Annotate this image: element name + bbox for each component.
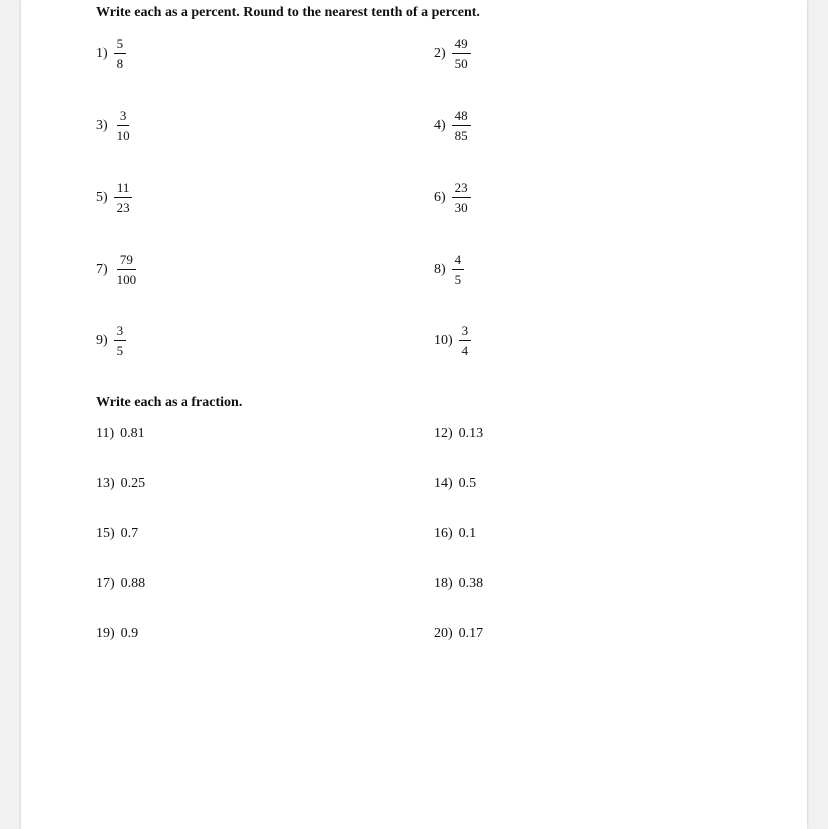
decimal-value: 0.17 — [458, 626, 484, 641]
denominator: 4 — [461, 343, 469, 358]
problem-6 — [434, 180, 471, 215]
problem-number: 20) — [434, 626, 453, 641]
decimal-value: 0.38 — [458, 576, 484, 591]
numerator: 48 — [452, 108, 471, 126]
problem-14 — [434, 476, 476, 492]
fraction — [452, 108, 471, 143]
numerator: 23 — [452, 180, 471, 198]
problem-number: 10) — [434, 332, 453, 348]
problem-8 — [434, 252, 464, 287]
problem-18 — [434, 576, 483, 592]
problem-number: 6) — [434, 189, 446, 205]
fraction — [452, 252, 465, 287]
problem-5 — [96, 180, 133, 215]
denominator: 10 — [116, 128, 130, 143]
denominator: 50 — [454, 56, 468, 71]
problem-15 — [96, 526, 138, 542]
problem-11 — [96, 426, 145, 442]
section1-instruction: Write each as a percent. Round to the nearest tenth of a percent. — [96, 5, 480, 20]
decimal-value: 0.9 — [120, 626, 139, 641]
numerator: 11 — [114, 180, 133, 198]
decimal-value: 0.88 — [120, 576, 146, 591]
decimal-value: 0.25 — [120, 476, 146, 491]
fraction — [114, 252, 140, 287]
denominator: 8 — [116, 56, 124, 71]
problem-17 — [96, 576, 145, 592]
fraction — [114, 180, 133, 215]
problem-4 — [434, 108, 471, 143]
problem-16 — [434, 526, 476, 542]
fraction — [452, 36, 471, 71]
denominator: 23 — [116, 200, 130, 215]
numerator: 3 — [117, 108, 130, 126]
problem-number: 8) — [434, 261, 446, 277]
problem-3 — [96, 108, 133, 143]
decimal-value: 0.81 — [120, 426, 145, 441]
problem-number: 5) — [96, 189, 108, 205]
denominator: 85 — [454, 128, 468, 143]
problem-number: 3) — [96, 117, 108, 133]
fraction — [114, 36, 127, 71]
denominator: 100 — [116, 272, 137, 287]
problem-20 — [434, 626, 483, 642]
decimal-value: 0.13 — [458, 426, 484, 441]
problem-number: 1) — [96, 45, 108, 61]
problem-number: 7) — [96, 261, 108, 277]
problem-number: 14) — [434, 476, 453, 491]
decimal-value: 0.5 — [458, 476, 477, 491]
problem-number: 16) — [434, 526, 453, 541]
fraction — [114, 323, 127, 358]
problem-number: 12) — [434, 426, 453, 441]
problem-number: 11) — [96, 426, 115, 441]
problem-number: 4) — [434, 117, 446, 133]
decimal-value: 0.1 — [458, 526, 477, 541]
problem-9 — [96, 323, 126, 358]
numerator: 4 — [452, 252, 465, 270]
problem-number: 15) — [96, 526, 115, 541]
denominator: 5 — [454, 272, 462, 287]
numerator: 79 — [117, 252, 136, 270]
problem-10 — [434, 323, 471, 358]
decimal-value: 0.7 — [120, 526, 139, 541]
problem-7 — [96, 252, 139, 287]
section2-instruction: Write each as a fraction. — [96, 395, 243, 410]
numerator: 5 — [114, 36, 127, 54]
problem-13 — [96, 476, 145, 492]
problem-12 — [434, 426, 483, 442]
numerator: 49 — [452, 36, 471, 54]
problem-number: 18) — [434, 576, 453, 591]
problem-2 — [434, 36, 471, 71]
problem-number: 2) — [434, 45, 446, 61]
fraction — [452, 180, 471, 215]
problem-number: 17) — [96, 576, 115, 591]
numerator: 3 — [114, 323, 127, 341]
problem-number: 13) — [96, 476, 115, 491]
problem-19 — [96, 626, 138, 642]
problem-number: 19) — [96, 626, 115, 641]
problem-1 — [96, 36, 126, 71]
denominator: 30 — [454, 200, 468, 215]
fraction — [459, 323, 472, 358]
problem-number: 9) — [96, 332, 108, 348]
denominator: 5 — [116, 343, 124, 358]
worksheet-page — [21, 0, 807, 829]
fraction — [114, 108, 133, 143]
numerator: 3 — [459, 323, 472, 341]
